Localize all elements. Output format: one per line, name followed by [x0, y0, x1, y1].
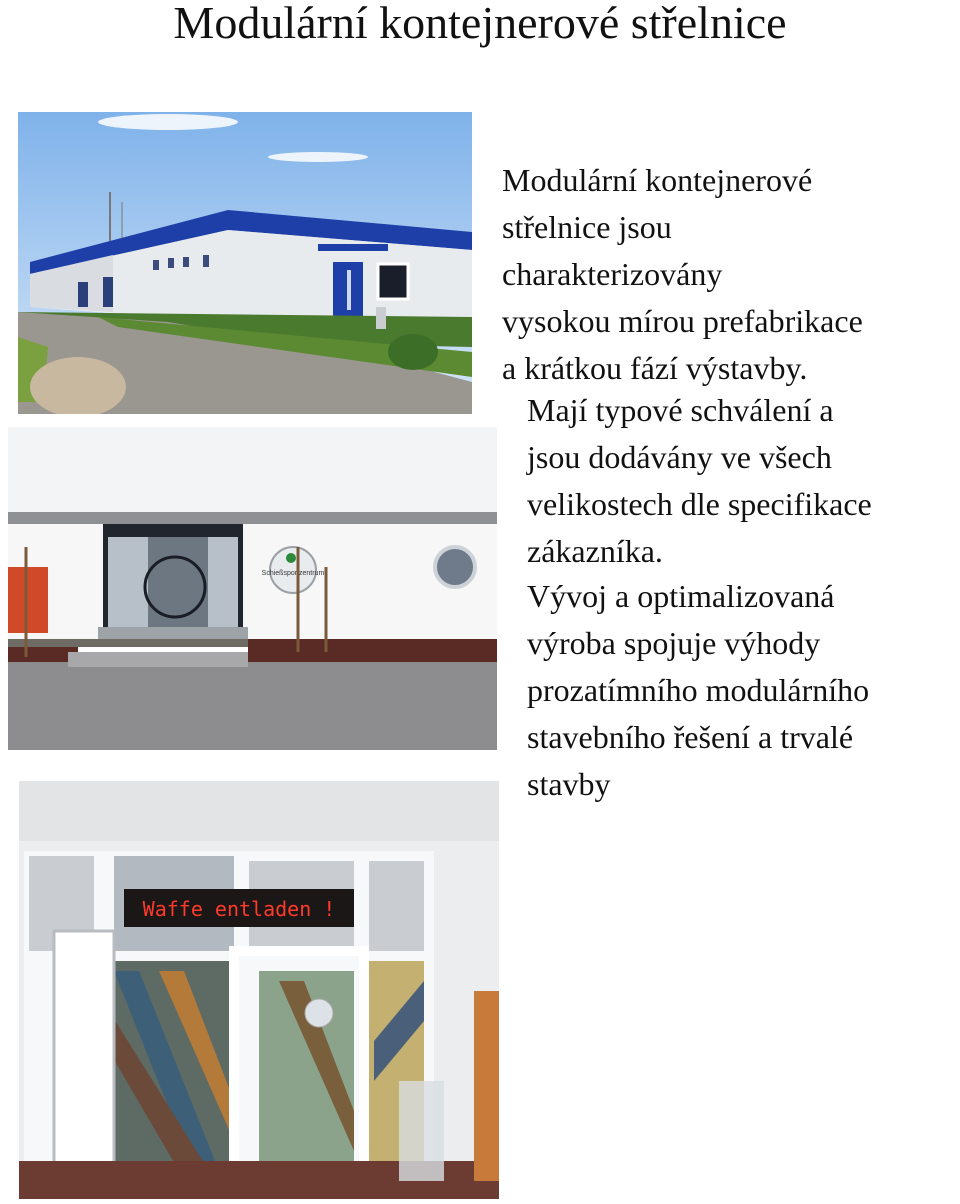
- building-entrance-photo: [8, 427, 497, 750]
- approval-paragraph: Mají typové schválení a jsou dodávány ve všech velikostech dle specifikace zákazníka.: [527, 392, 872, 569]
- page-title: Modulární kontejnerové střelnice: [173, 0, 787, 48]
- interior-entrance-photo: [19, 781, 499, 1199]
- building-exterior-photo: [18, 112, 472, 414]
- intro-paragraph: Modulární kontejnerové střelnice jsou charakterizovány vysokou mírou prefabrikace a krátkou fází výstavby.: [502, 162, 863, 386]
- sports-center-sign: Schießsportzentrum: [261, 570, 325, 577]
- benefits-paragraph: Vývoj a optimalizovaná výroba spojuje výhody prozatímního modulárního stavebního řešení a trvalé stavby: [527, 578, 870, 802]
- led-sign-text: Waffe entladen !: [142, 897, 336, 921]
